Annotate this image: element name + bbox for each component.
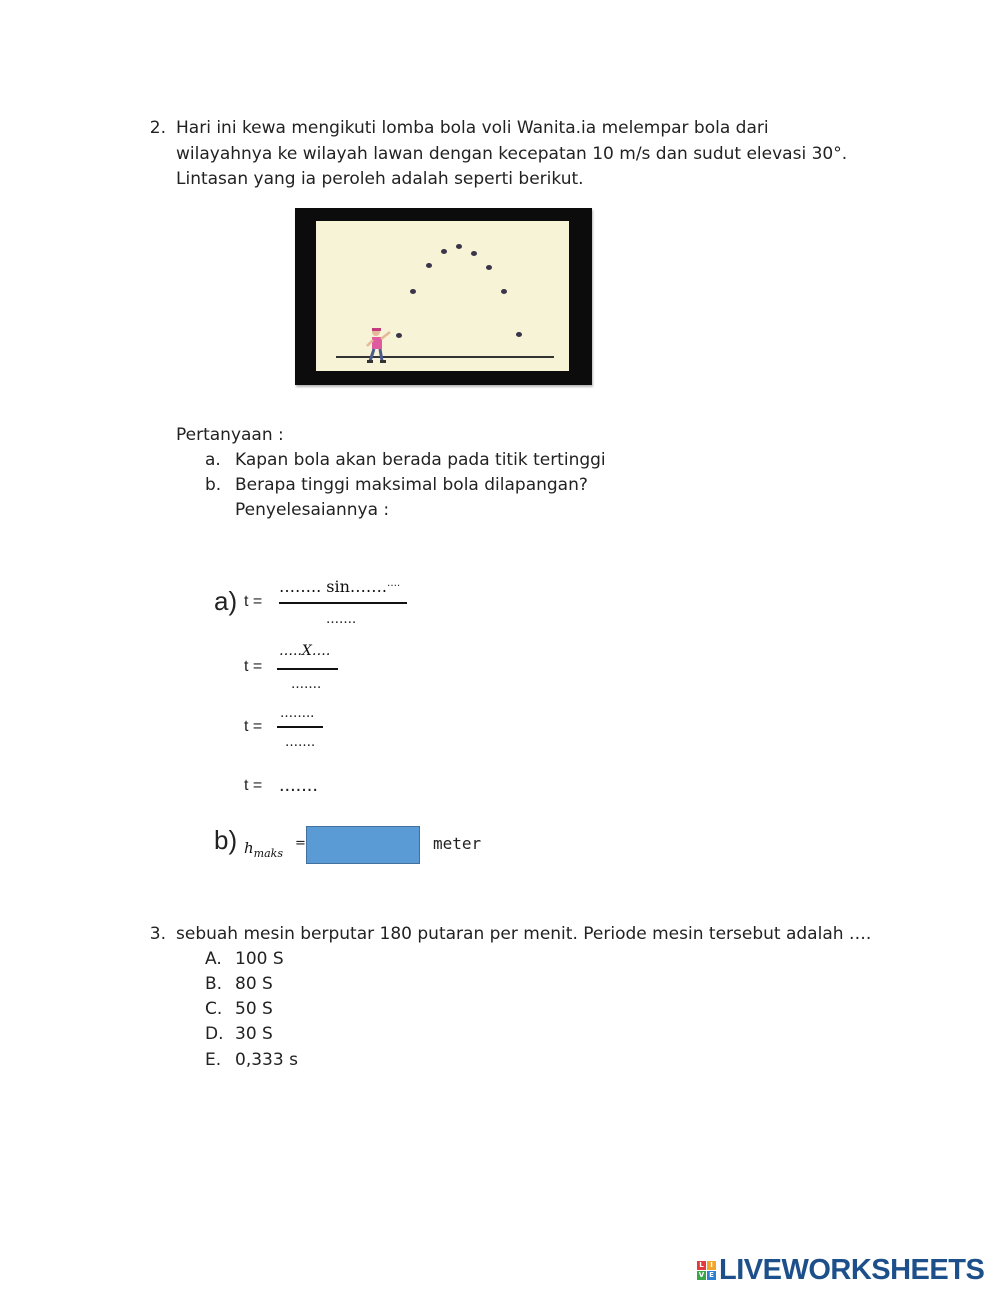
ball-position [516, 332, 522, 337]
ball-position [456, 244, 462, 249]
h-subscript: maks [253, 847, 283, 860]
eq1-denominator: ……. [326, 612, 357, 627]
player-figure [364, 326, 394, 366]
question-3-number: 3. [149, 924, 166, 944]
ball-position [396, 333, 402, 338]
eq3-fraction-bar [277, 726, 323, 728]
option-d-label: D. [205, 1024, 224, 1044]
option-a-label: A. [205, 949, 222, 969]
eq2-fraction-bar [277, 668, 338, 670]
logo-tile: L [697, 1261, 706, 1270]
question-a-text: Kapan bola akan berada pada titik tertinggi [235, 450, 606, 470]
h-symbol: h [244, 839, 254, 857]
solution-heading: Penyelesaiannya : [235, 500, 390, 520]
eq4-result: ....... [279, 774, 318, 796]
option-e-text[interactable]: 0,333 s [235, 1050, 298, 1070]
eq4-t-label: t = [244, 777, 263, 794]
h-equals: = [295, 836, 306, 851]
option-d-text[interactable]: 30 S [235, 1024, 273, 1044]
unit-label: meter [433, 834, 482, 853]
question-b-text: Berapa tinggi maksimal bola dilapangan? [235, 475, 588, 495]
question-3-text: sebuah mesin berputar 180 putaran per menit. Periode mesin tersebut adalah …. [176, 924, 872, 944]
eq1-fraction-bar [279, 602, 407, 604]
eq3-t-label: t = [244, 718, 263, 735]
option-b-text[interactable]: 80 S [235, 974, 273, 994]
ball-position [426, 263, 432, 268]
logo-tile: I [707, 1261, 716, 1270]
option-b-label: B. [205, 974, 223, 994]
part-b-label: b) [214, 825, 238, 855]
option-a-text[interactable]: 100 S [235, 949, 284, 969]
eq1-numerator-text: …….. sin……. [279, 577, 387, 596]
question-2-number: 2. [149, 118, 166, 138]
h-maks-symbol [244, 838, 283, 860]
eq1-numerator [279, 577, 400, 596]
logo-icon [697, 1261, 716, 1280]
question-a-label: a. [205, 450, 221, 470]
logo-tile: E [707, 1271, 716, 1280]
questions-heading: Pertanyaan : [176, 425, 284, 445]
eq2-denominator: ……. [291, 677, 322, 692]
logo-tile: V [698, 1270, 705, 1279]
question-2-line-3: Lintasan yang ia peroleh adalah seperti berikut. [176, 169, 584, 189]
eq3-denominator: ……. [285, 735, 316, 750]
option-e-label: E. [205, 1050, 222, 1070]
logo-text: LIVEWORKSHEETS [719, 1253, 985, 1286]
question-2-line-2: wilayahnya ke wilayah lawan dengan kecepatan 10 m/s dan sudut elevasi 30°. [176, 144, 848, 164]
option-c-label: C. [205, 999, 223, 1019]
ball-position [441, 249, 447, 254]
trajectory-scene [316, 221, 569, 371]
question-2-line-1: Hari ini kewa mengikuti lomba bola voli Wanita.ia melempar bola dari [176, 118, 769, 138]
ball-position [501, 289, 507, 294]
ball-position [471, 251, 477, 256]
answer-input-box[interactable] [306, 826, 420, 864]
ball-position [486, 265, 492, 270]
eq3-numerator: …….. [280, 706, 315, 721]
eq2-numerator: …..X…. [279, 643, 331, 659]
eq2-t-label: t = [244, 658, 263, 675]
trajectory-image [295, 208, 592, 385]
ball-position [410, 289, 416, 294]
eq1-t-label: t = [244, 593, 263, 610]
question-b-label: b. [205, 475, 222, 495]
liveworksheets-logo [697, 1253, 984, 1287]
option-c-text[interactable]: 50 S [235, 999, 273, 1019]
eq1-superscript: …. [386, 578, 401, 589]
part-a-label: a) [214, 586, 238, 616]
